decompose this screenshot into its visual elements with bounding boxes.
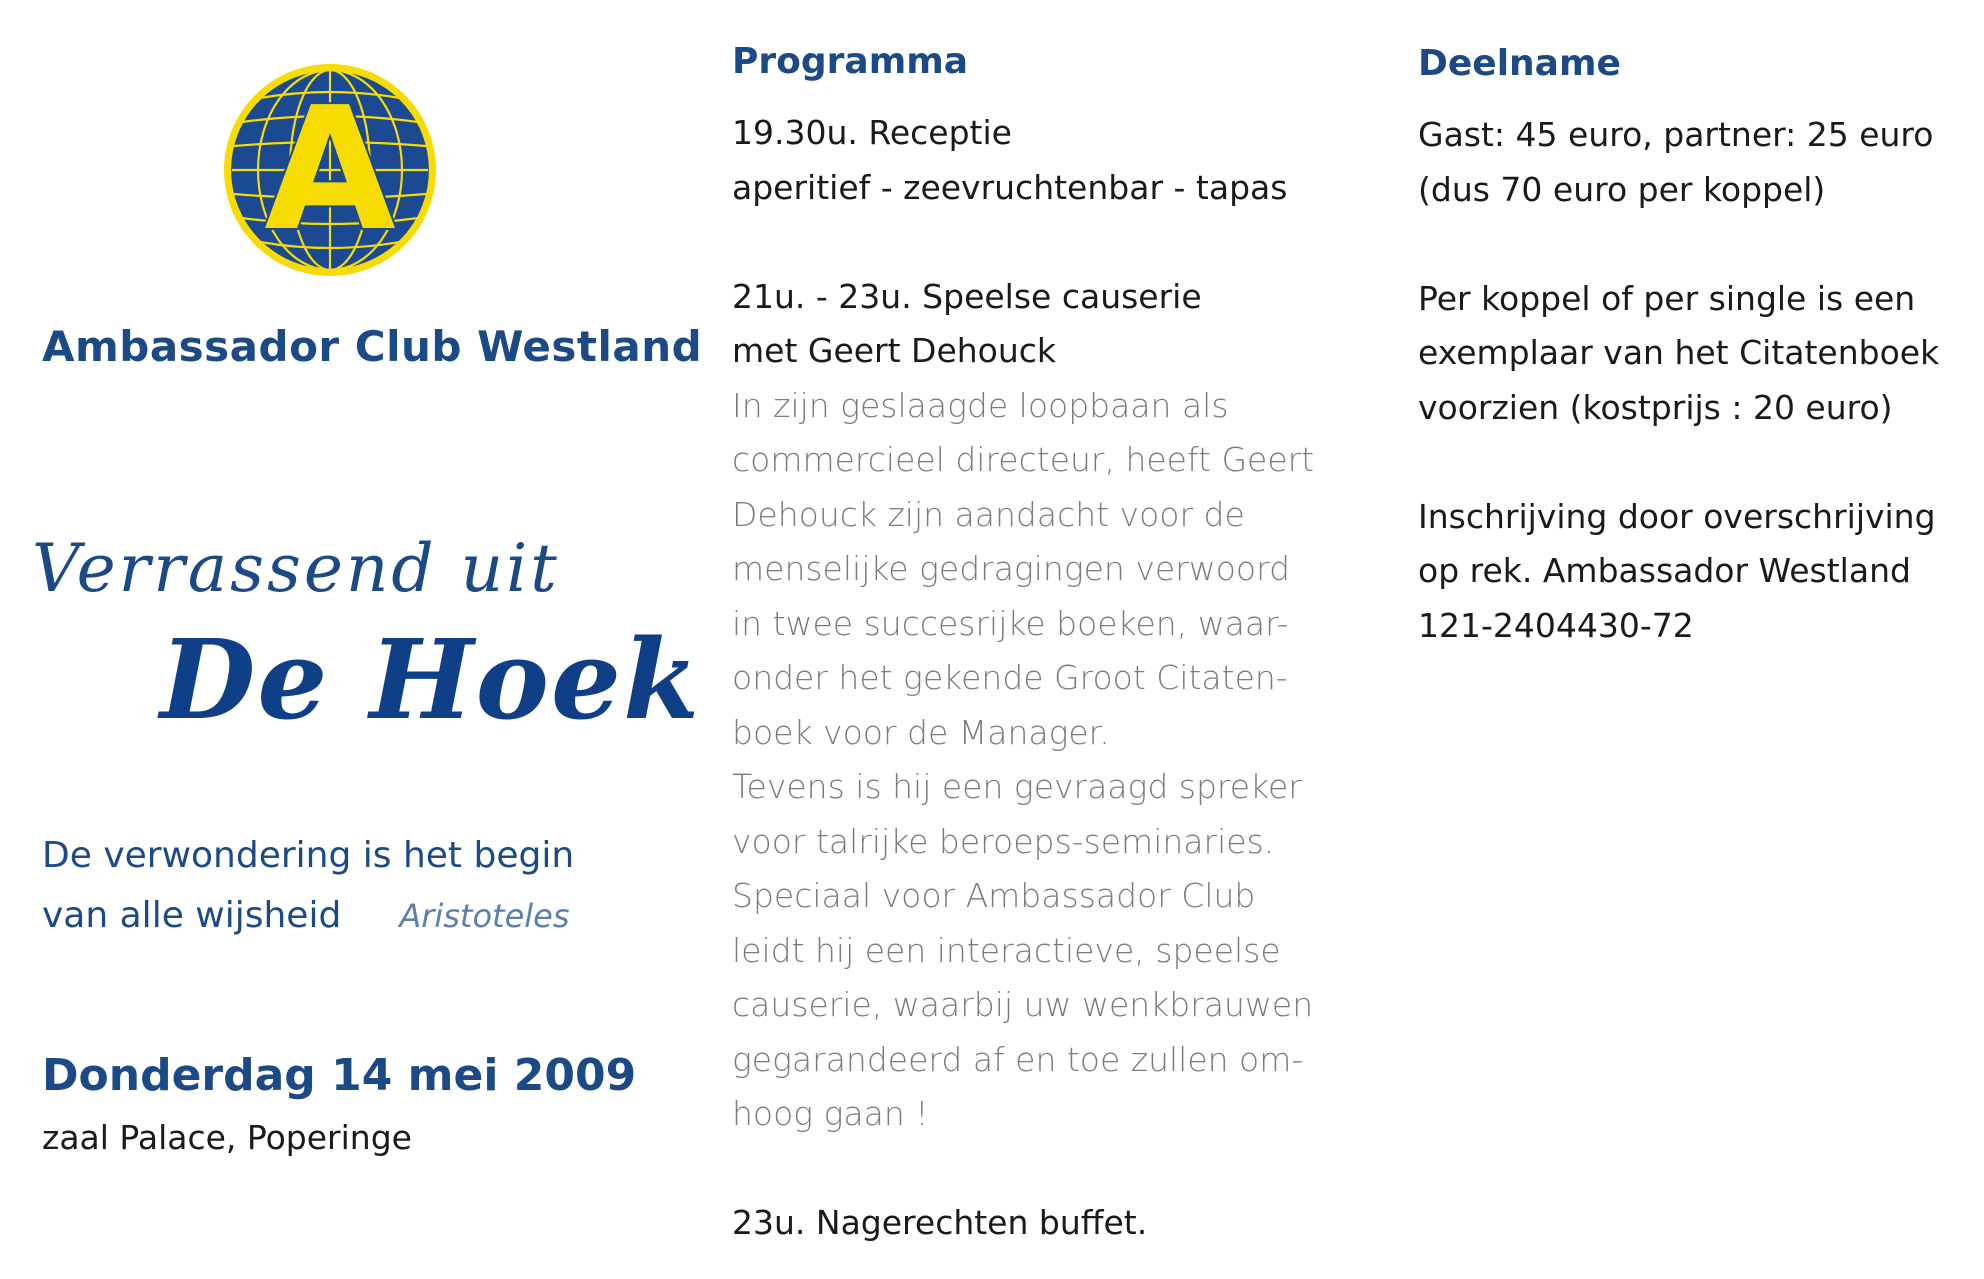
quote — [42, 826, 574, 946]
spacer — [1418, 217, 1978, 272]
logo-letter: A — [264, 71, 396, 269]
price-line2: (dus 70 euro per koppel) — [1418, 169, 1826, 209]
bio-line: Dehouck zijn aandacht voor de — [732, 494, 1245, 534]
bio-line: hoog gaan ! — [732, 1094, 929, 1133]
causerie-time: 21u. - 23u. Speelse causerie — [732, 276, 1202, 316]
ambassador-globe-logo-icon — [220, 60, 440, 280]
reception-time: 19.30u. Receptie — [732, 113, 1012, 152]
bio-line: leidt hij een interactieve, speelse — [732, 930, 1281, 970]
club-name: Ambassador Club Westland — [42, 322, 703, 371]
bio-line: menselijke gedragingen verwoord — [732, 549, 1291, 588]
bio-line: in twee succesrijke boeken, waar- — [732, 603, 1289, 643]
spacer — [732, 215, 1332, 270]
bio-line: boek voor de Manager. — [732, 712, 1110, 752]
bio-line: Speciaal voor Ambassador Club — [732, 876, 1256, 915]
spacer — [1418, 435, 1978, 490]
quote-line2-row — [42, 886, 574, 946]
deelname-heading: Deelname — [1418, 43, 1621, 84]
deelname-column — [1418, 40, 1978, 653]
causerie-speaker: met Geert Dehouck — [732, 331, 1057, 370]
payment-line2: op rek. Ambassador Westland — [1418, 551, 1911, 590]
book-line1: Per koppel of per single is een — [1418, 278, 1916, 318]
event-venue: zaal Palace, Poperinge — [42, 1118, 412, 1157]
event-title-line2: De Hoek — [160, 615, 702, 744]
bio-line: voor talrijke beroeps-seminaries. — [732, 821, 1275, 861]
quote-line1: De verwondering is het begin — [42, 835, 575, 876]
price-line1: Gast: 45 euro, partner: 25 euro — [1418, 115, 1934, 154]
bio-line: gegarandeerd af en toe zullen om- — [732, 1039, 1304, 1079]
bio-line: onder het gekende Groot Citaten- — [732, 658, 1288, 697]
speaker-bio — [732, 379, 1332, 1142]
reception-detail: aperitief - zeevruchtenbar - tapas — [732, 167, 1288, 207]
dessert-buffet: 23u. Nagerechten buffet. — [732, 1203, 1148, 1242]
payment-line1: Inschrijving door overschrijving — [1418, 496, 1936, 536]
bio-line: causerie, waarbij uw wenkbrauwen — [732, 985, 1314, 1024]
programma-column — [732, 38, 1332, 1251]
book-line3: voorzien (kostprijs : 20 euro) — [1418, 387, 1893, 427]
spacer — [732, 1142, 1332, 1197]
quote-line2: van alle wijsheid — [42, 895, 342, 936]
event-title-line1: Verrassend uit — [32, 530, 560, 607]
bio-line: commercieel directeur, heeft Geert — [732, 440, 1315, 479]
bank-account-number: 121-2404430-72 — [1418, 605, 1694, 645]
quote-author: Aristoteles — [399, 897, 570, 935]
bio-line: In zijn geslaagde loopbaan als — [732, 385, 1229, 425]
book-line2: exemplaar van het Citatenboek — [1418, 333, 1940, 372]
programma-heading: Programma — [732, 41, 969, 82]
bio-line: Tevens is hij een gevraagd spreker — [732, 767, 1302, 806]
event-date: Donderdag 14 mei 2009 — [42, 1050, 637, 1101]
